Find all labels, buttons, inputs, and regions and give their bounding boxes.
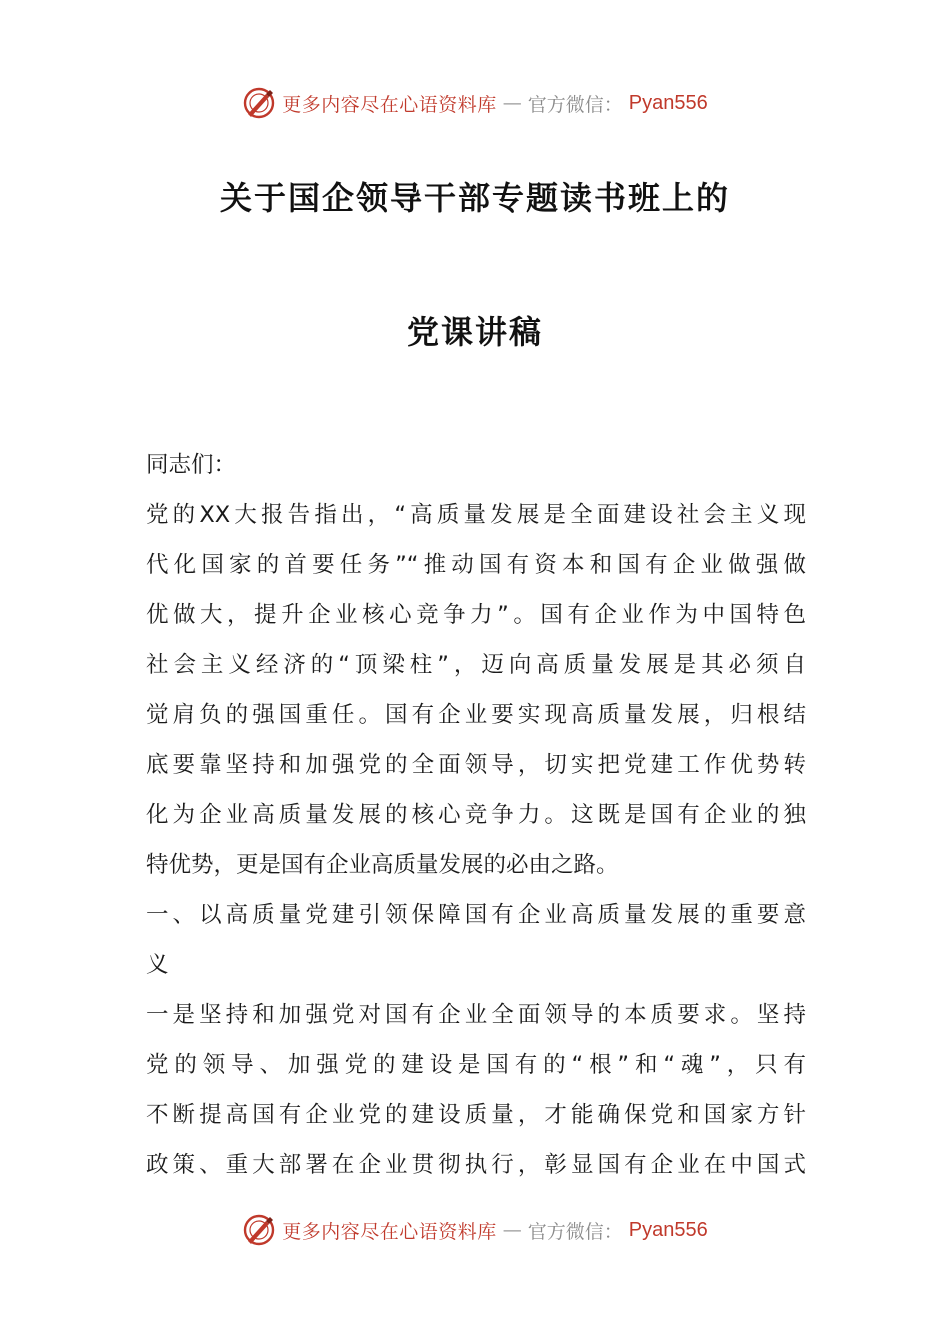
banner-wechat-id: Pyan556 bbox=[628, 1218, 708, 1241]
body-line: 党的XX大报告指出，“高质量发展是全面建设社会主义现 bbox=[146, 502, 806, 528]
banner-official-label: 官方微信： bbox=[527, 93, 623, 116]
body-line: 一是坚持和加强党对国有企业全面领导的本质要求。坚持 bbox=[146, 1002, 806, 1028]
banner-separator: — bbox=[502, 1219, 522, 1241]
banner-official-label: 官方微信： bbox=[527, 1220, 623, 1243]
body-line: 党的领导、加强党的建设是国有的“根”和“魂”，只有 bbox=[146, 1052, 806, 1078]
pen-logo-icon bbox=[242, 1213, 276, 1247]
pen-logo-icon bbox=[242, 86, 276, 120]
body-line: 底要靠坚持和加强党的全面领导，切实把党建工作优势转 bbox=[146, 752, 806, 778]
document-title-line-2: 党课讲稿 bbox=[406, 313, 543, 351]
body-line: 觉肩负的强国重任。国有企业要实现高质量发展，归根结 bbox=[146, 702, 806, 728]
section-heading-line: 义 bbox=[146, 952, 169, 978]
banner-library-text: 更多内容尽在心语资料库 bbox=[282, 1220, 497, 1243]
body-line: 优做大，提升企业核心竞争力”。国有企业作为中国特色 bbox=[146, 602, 806, 628]
body-line: 化为企业高质量发展的核心竞争力。这既是国有企业的独 bbox=[146, 802, 806, 828]
document-title-line-1: 关于国企领导干部专题读书班上的 bbox=[219, 179, 730, 217]
document-body bbox=[146, 440, 806, 1190]
body-line: 政策、重大部署在企业贯彻执行，彰显国有企业在中国式 bbox=[146, 1152, 806, 1178]
body-line: 同志们： bbox=[146, 452, 237, 478]
body-line: 特优势，更是国有企业高质量发展的必由之路。 bbox=[146, 852, 619, 878]
section-heading-line: 一、以高质量党建引领保障国有企业高质量发展的重要意 bbox=[146, 902, 806, 928]
body-line: 不断提高国有企业党的建设质量，才能确保党和国家方针 bbox=[146, 1102, 806, 1128]
footer-watermark-banner bbox=[0, 1210, 950, 1250]
header-watermark-banner bbox=[0, 83, 950, 123]
banner-library-text: 更多内容尽在心语资料库 bbox=[282, 93, 497, 116]
banner-wechat-id: Pyan556 bbox=[628, 91, 708, 114]
body-line: 社会主义经济的“顶梁柱”，迈向高质量发展是其必须自 bbox=[146, 652, 806, 678]
banner-separator: — bbox=[502, 92, 522, 114]
body-line: 代化国家的首要任务”“推动国有资本和国有企业做强做 bbox=[146, 552, 806, 578]
